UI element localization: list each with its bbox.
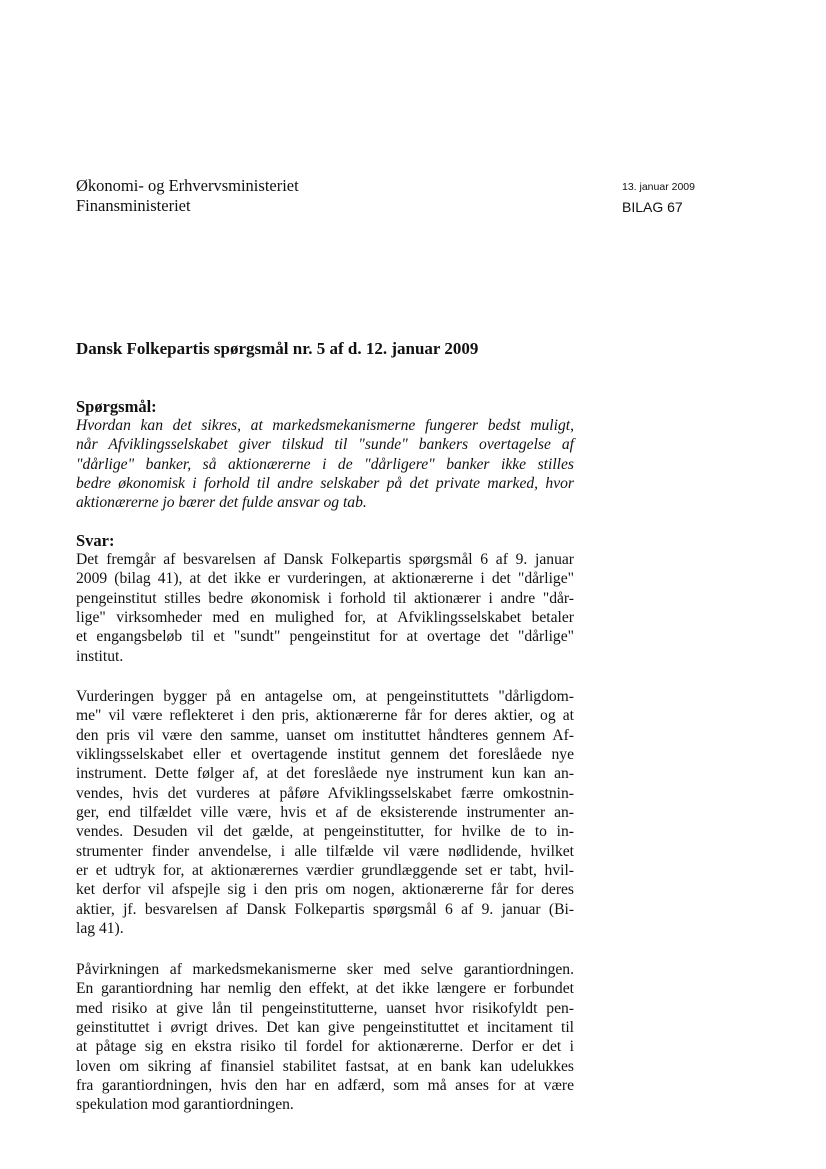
text-line: instrument. Dette følger af, at det foreslåede nye instrument kun kan an- bbox=[76, 765, 574, 783]
answer-paragraph-3-block bbox=[76, 960, 574, 1115]
document-date: 13. januar 2009 bbox=[622, 181, 695, 193]
answer-paragraph-2 bbox=[76, 687, 574, 938]
answer-paragraph-1 bbox=[76, 550, 574, 666]
text-line: viklingsselskabet eller et overtagende institut gennem det foreslåede nye bbox=[76, 746, 574, 764]
sender-ministry-2: Finansministeriet bbox=[76, 196, 191, 215]
text-line: pengeinstitut stilles bedre økonomisk i forhold til aktionærer i andre "dår- bbox=[76, 589, 574, 607]
text-line: at påtage sig en ekstra risiko til fordel for aktionærerne. Derfor er det i bbox=[76, 1038, 574, 1056]
text-line: strumenter finder anvendelse, i alle tilfælde vil være nødlidende, hvilket bbox=[76, 842, 574, 860]
text-line: aktionærerne jo bærer det fulde ansvar og tab. bbox=[76, 494, 367, 512]
text-line: ket derfor vil afspejle sig i den pris om nogen, aktionærerne får for deres bbox=[76, 881, 574, 899]
sender-ministry-1: Økonomi- og Erhvervsministeriet bbox=[76, 176, 299, 195]
text-line: er et udtryk for, at aktionærernes værdier grundlæggende set er tabt, hvil- bbox=[76, 862, 574, 880]
text-line: med risiko at give lån til pengeinstitutterne, uanset hvor risikofyldt pen- bbox=[76, 999, 574, 1017]
answer-paragraph-3 bbox=[76, 960, 574, 1115]
text-line: et engangsbeløb til et "sundt" pengeinstitut for at overtage det "dårlige" bbox=[76, 628, 574, 646]
text-line: den pris vil være den samme, uanset om instituttet håndteres gennem Af- bbox=[76, 726, 574, 744]
text-line: vendes. Desuden vil det gælde, at pengeinstitutter, for hvilke de to in- bbox=[76, 823, 574, 841]
text-line: ger, end tilfældet ville være, hvis et af de eksisterende instrumenter an- bbox=[76, 804, 574, 822]
question-heading: Spørgsmål: bbox=[76, 397, 157, 416]
text-line: aktier, jf. besvarelsen af Dansk Folkepartis spørgsmål 6 af 9. januar (Bi- bbox=[76, 900, 574, 918]
document-title: Dansk Folkepartis spørgsmål nr. 5 af d. 12. januar 2009 bbox=[76, 339, 479, 358]
text-line: Vurderingen bygger på en antagelse om, at pengeinstituttets "dårligdom- bbox=[76, 688, 574, 705]
text-line: institut. bbox=[76, 647, 124, 665]
text-line: "dårlige" banker, så aktionærerne i de "dårligere" banker ikke stilles bbox=[76, 455, 574, 473]
text-line: når Afviklingsselskabet giver tilskud til "sunde" bankers overtagelse af bbox=[76, 436, 574, 454]
text-line: Hvordan kan det sikres, at markedsmekanismerne fungerer bedst muligt, bbox=[76, 417, 574, 434]
text-line: loven om sikring af finansiel stabilitet fastsat, at en bank kan udelukkes bbox=[76, 1057, 574, 1075]
bilag-number: BILAG 67 bbox=[622, 199, 683, 215]
text-line: vendes, hvis det vurderes at påføre Afviklingsselskabet færre omkostnin- bbox=[76, 784, 574, 802]
text-line: Det fremgår af besvarelsen af Dansk Folkepartis spørgsmål 6 af 9. januar bbox=[76, 551, 574, 568]
meta-block bbox=[622, 181, 695, 216]
answer-section bbox=[76, 531, 574, 666]
question-section bbox=[76, 397, 574, 513]
text-line: spekulation mod garantiordningen. bbox=[76, 1096, 294, 1114]
text-line: lige" virksomheder med en mulighed for, at Afviklingsselskabet betaler bbox=[76, 609, 574, 627]
text-line: lag 41). bbox=[76, 920, 124, 938]
question-text bbox=[76, 416, 574, 513]
text-line: geinstituttet i øvrigt drives. Det kan give pengeinstituttet et incitament til bbox=[76, 1019, 574, 1037]
answer-paragraph-2-block bbox=[76, 687, 574, 938]
sender-block bbox=[76, 176, 299, 216]
text-line: bedre økonomisk i forhold til andre selskaber på det private marked, hvor bbox=[76, 475, 574, 493]
text-line: Påvirkningen af markedsmekanismerne sker med selve garantiordningen. bbox=[76, 961, 574, 978]
text-line: En garantiordning har nemlig den effekt, at det ikke længere er forbundet bbox=[76, 980, 574, 998]
text-line: 2009 (bilag 41), at det ikke er vurderingen, at aktionærerne i det "dårlige" bbox=[76, 570, 574, 588]
answer-heading: Svar: bbox=[76, 531, 115, 550]
text-line: fra garantiordningen, hvis den har en adfærd, som må anses for at være bbox=[76, 1077, 574, 1095]
text-line: me" vil være reflekteret i den pris, aktionærerne får for deres aktier, og at bbox=[76, 707, 574, 725]
